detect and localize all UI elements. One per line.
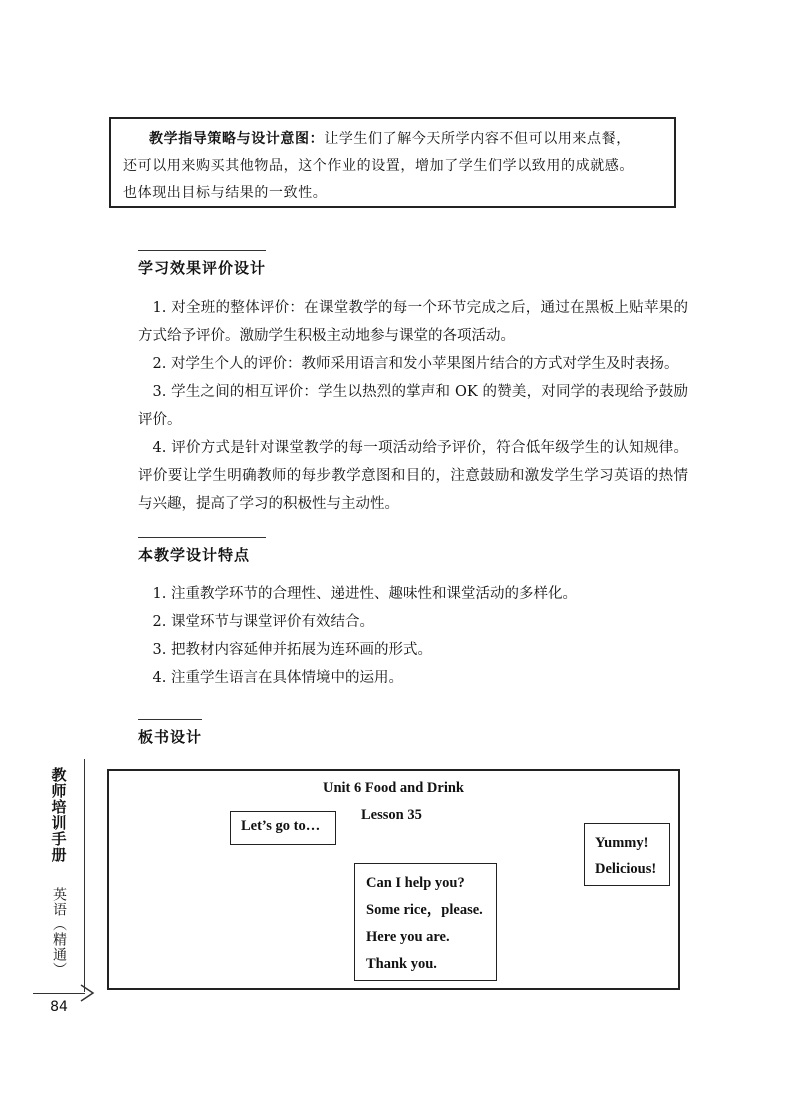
features-item-3: 3. 把教材内容延伸并拓展为连环画的形式。 [152, 642, 432, 658]
board-dialog-line-1: Can I help you? [366, 875, 465, 891]
page-number: 84 [50, 999, 68, 1015]
board-dialog-line-2: Some rice，please. [366, 902, 483, 918]
board-lesson: Lesson 35 [361, 807, 422, 823]
board-lets-go: Let’s go to… [241, 818, 321, 834]
strategy-colon: ： [309, 131, 325, 147]
board-lets-go-box [230, 811, 336, 845]
board-yummy: Yummy! [595, 835, 649, 851]
evaluation-item-1: 1. 对全班的整体评价：在课堂教学的每一个环节完成之后，通过在黑板上贴苹果的方式给予评价。激励学生积极主动地参与课堂的各项活动。 [138, 300, 688, 344]
features-heading: 本教学设计特点 [138, 537, 266, 565]
side-book-title: 教师培训手册 [49, 767, 68, 863]
strategy-line-1 [123, 126, 664, 153]
board-dialog-line-4: Thank you. [366, 956, 437, 972]
features-list [138, 580, 688, 692]
side-tab [33, 759, 85, 992]
side-divider [33, 993, 85, 994]
strategy-text-1: 让学生们了解今天所学内容不但可以用来点餐， [324, 131, 631, 147]
board-dialog-line-3: Here you are. [366, 929, 450, 945]
board-yummy-box [584, 823, 670, 886]
evaluation-item-3: 3. 学生之间的相互评价：学生以热烈的掌声和 OK 的赞美，对同学的表现给予鼓励评价。 [138, 384, 688, 428]
evaluation-heading: 学习效果评价设计 [138, 250, 266, 278]
evaluation-item-4: 4. 评价方式是针对课堂教学的每一项活动给予评价，符合低年级学生的认知规律。评价要让学生明确教师的每步教学意图和目的，注意鼓励和激发学生学习英语的热情与兴趣，提高了学习的积极性与主动性。 [138, 440, 688, 512]
board-design [107, 769, 680, 990]
board-delicious: Delicious! [595, 861, 657, 877]
board-heading: 板书设计 [138, 719, 202, 747]
evaluation-item-2: 2. 对学生个人的评价：教师采用语言和发小苹果图片结合的方式对学生及时表扬。 [152, 356, 679, 372]
board-dialog-box [354, 863, 497, 981]
side-subject: 英语（精通） [51, 887, 67, 977]
strategy-box [109, 117, 676, 208]
strategy-text-3: 也体现出目标与结果的一致性。 [123, 185, 328, 201]
features-item-1: 1. 注重教学环节的合理性、递进性、趣味性和课堂活动的多样化。 [152, 586, 577, 602]
strategy-lead: 教学指导策略与设计意图 [149, 131, 310, 147]
board-unit-title: Unit 6 Food and Drink [322, 780, 464, 796]
features-item-2: 2. 课堂环节与课堂评价有效结合。 [152, 614, 374, 630]
strategy-text-2: 还可以用来购买其他物品，这个作业的设置，增加了学生们学以致用的成就感。 [123, 158, 634, 174]
features-item-4: 4. 注重学生语言在具体情境中的运用。 [152, 670, 403, 686]
evaluation-list [138, 294, 688, 518]
